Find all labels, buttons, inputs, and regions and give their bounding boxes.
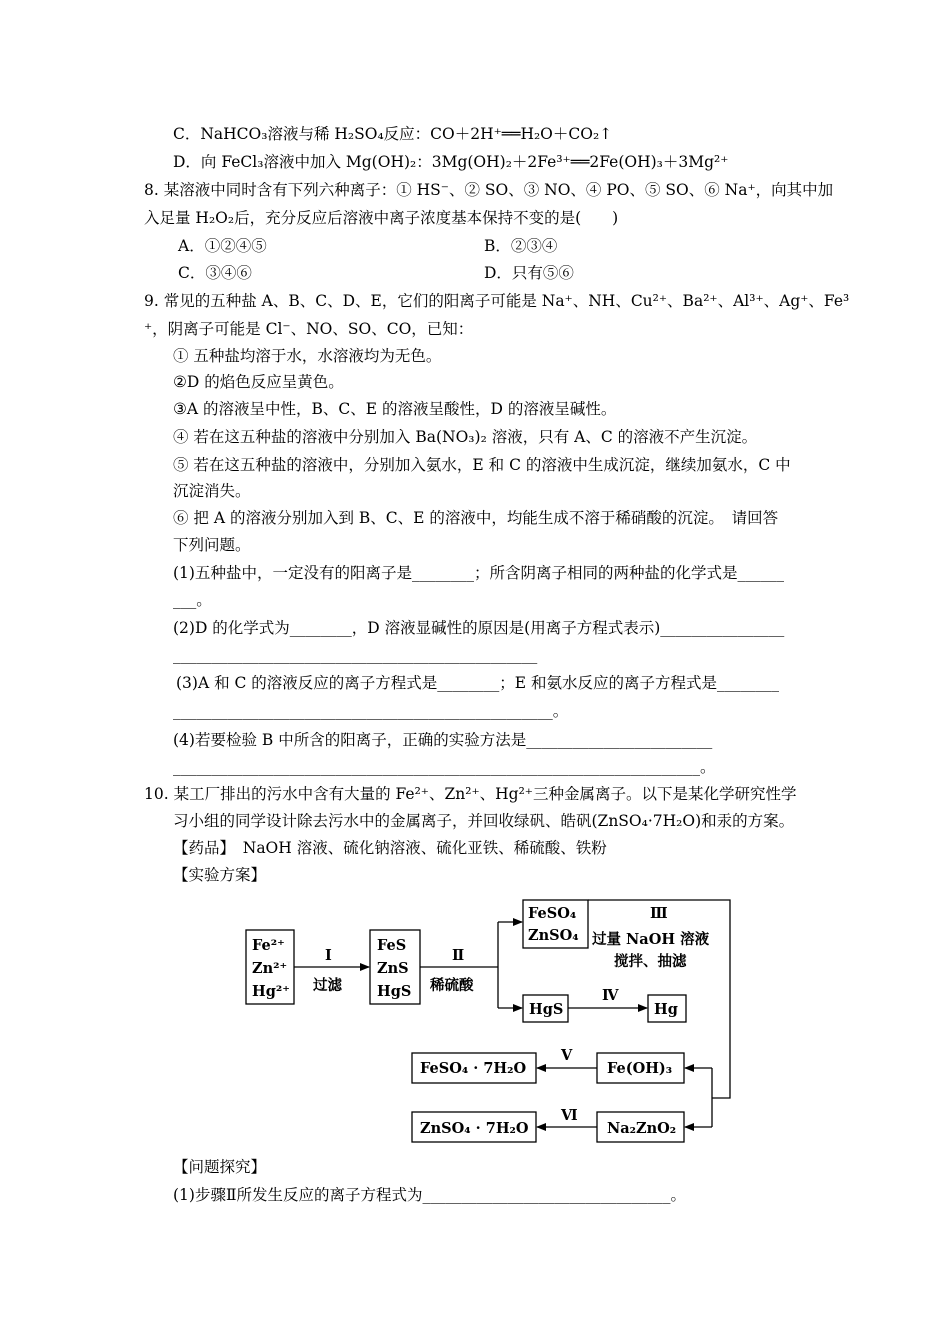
step4-number: Ⅳ — [602, 987, 619, 1004]
q9-clue-4: ④ 若在这五种盐的溶液中分别加入 Ba(NO₃)₂ 溶液，只有 A、C 的溶液不产生沉淀。 — [173, 428, 758, 446]
q7-option-d: D．向 FeCl₃溶液中加入 Mg(OH)₂：3Mg(OH)₂＋2Fe³⁺══2Fe(OH)₃＋3Mg²⁺ — [173, 153, 729, 171]
step1-number: Ⅰ — [325, 947, 332, 964]
step5-number: Ⅴ — [561, 1047, 573, 1064]
na2zno2-label: Na₂ZnO₂ — [607, 1120, 677, 1137]
feoh3-label: Fe(OH)₃ — [607, 1060, 673, 1077]
ion-hg: Hg²⁺ — [252, 983, 290, 1000]
q8-stem-line2: 入足量 H₂O₂后，充分反应后溶液中离子浓度基本保持不变的是( ) — [144, 209, 619, 227]
q9-stem-line1: 9. 常见的五种盐 A、B、C、D、E，它们的阳离子可能是 Na⁺、NH、Cu²⁺、Ba²⁺、Al³⁺、Ag⁺、Fe³ — [144, 292, 850, 310]
q9-clue-1: ① 五种盐均溶于水，水溶液均为无色。 — [173, 347, 442, 365]
q8-option-d: D．只有⑤⑥ — [484, 264, 574, 282]
q9-stem-line2: ⁺，阴离子可能是 Cl⁻、NO、SO、CO，已知： — [144, 320, 474, 338]
q10-stem-line2: 习小组的同学设计除去污水中的金属离子，并回收绿矾、皓矾(ZnSO₄·7H₂O)和汞的方案。 — [173, 812, 795, 830]
sulfide-fes: FeS — [377, 937, 407, 954]
q9-part-3b: _________________________________________________。 — [173, 702, 569, 720]
step3-number: Ⅲ — [650, 905, 668, 922]
q9-part-4a: (4)若要检验 B 中所含的阳离子，正确的实验方法是________________________ — [173, 731, 713, 749]
q9-part-2b: _______________________________________________ — [173, 646, 538, 664]
q8-option-b: B．②③④ — [484, 237, 558, 255]
step3-label-1: 过量 NaOH 溶液 — [592, 931, 710, 948]
step3-label-2: 搅拌、抽滤 — [614, 953, 687, 970]
q9-part-1a: (1)五种盐中，一定没有的阳离子是________；所含阴离子相同的两种盐的化学式是______ — [173, 564, 784, 582]
q10-part-1: (1)步骤Ⅱ所发生反应的离子方程式为________________________________。 — [173, 1186, 686, 1204]
q9-clue-5a: ⑤ 若在这五种盐的溶液中，分别加入氨水，E 和 C 的溶液中生成沉淀，继续加氨水，C 中 — [173, 456, 791, 474]
hgs-label: HgS — [529, 1001, 564, 1018]
step6-number: Ⅵ — [561, 1107, 578, 1124]
q9-clue-6b: 下列问题。 — [173, 536, 251, 554]
q9-part-3a: (3)A 和 C 的溶液反应的离子方程式是________；E 和氨水反应的离子方程式是________ — [176, 674, 780, 692]
sulfide-zns: ZnS — [377, 960, 409, 977]
znso4-hydrate-label: ZnSO₄ · 7H₂O — [420, 1120, 529, 1137]
sulfide-hgs: HgS — [377, 983, 412, 1000]
q10-stem-line1: 10. 某工厂排出的污水中含有大量的 Fe²⁺、Zn²⁺、Hg²⁺三种金属离子。以下是某化学研究性学 — [144, 785, 797, 803]
ion-zn: Zn²⁺ — [252, 960, 288, 977]
q7-option-c: C．NaHCO₃溶液与稀 H₂SO₄反应：CO＋2H⁺══H₂O＋CO₂↑ — [173, 125, 613, 143]
q9-clue-6a: ⑥ 把 A 的溶液分别加入到 B、C、E 的溶液中，均能生成不溶于稀硝酸的沉淀。 请回答 — [173, 509, 779, 527]
q10-explore-heading: 【问题探究】 — [173, 1158, 267, 1176]
q9-part-2a: (2)D 的化学式为________，D 溶液显碱性的原因是(用离子方程式表示)________________ — [173, 619, 785, 637]
ion-fe: Fe²⁺ — [252, 937, 285, 954]
q9-clue-3: ③A 的溶液呈中性，B、C、E 的溶液呈酸性，D 的溶液呈碱性。 — [173, 400, 617, 418]
hg-label: Hg — [654, 1001, 678, 1018]
q8-option-c: C．③④⑥ — [178, 264, 252, 282]
step1-label: 过滤 — [313, 977, 342, 994]
q9-clue-2: ②D 的焰色反应呈黄色。 — [173, 373, 344, 391]
q8-stem-line1: 8. 某溶液中同时含有下列六种离子：① HS⁻、② SO、③ NO、④ PO、⑤ SO、⑥ Na⁺，向其中加 — [144, 181, 834, 199]
feso4-hydrate-label: FeSO₄ · 7H₂O — [420, 1060, 527, 1077]
sulfate-feso4: FeSO₄ — [528, 905, 577, 922]
q9-part-1b: ___。 — [173, 591, 212, 609]
step2-number: Ⅱ — [452, 947, 465, 964]
q8-option-a: A．①②④⑤ — [178, 237, 267, 255]
q10-plan-heading: 【实验方案】 — [173, 866, 267, 884]
q9-part-4b: ____________________________________________________________________。 — [173, 758, 716, 776]
step2-label: 稀硫酸 — [430, 977, 474, 994]
sulfate-znso4: ZnSO₄ — [528, 927, 579, 944]
q10-reagents: 【药品】 NaOH 溶液、硫化钠溶液、硫化亚铁、稀硫酸、铁粉 — [173, 839, 607, 857]
q9-clue-5b: 沉淀消失。 — [173, 482, 251, 500]
